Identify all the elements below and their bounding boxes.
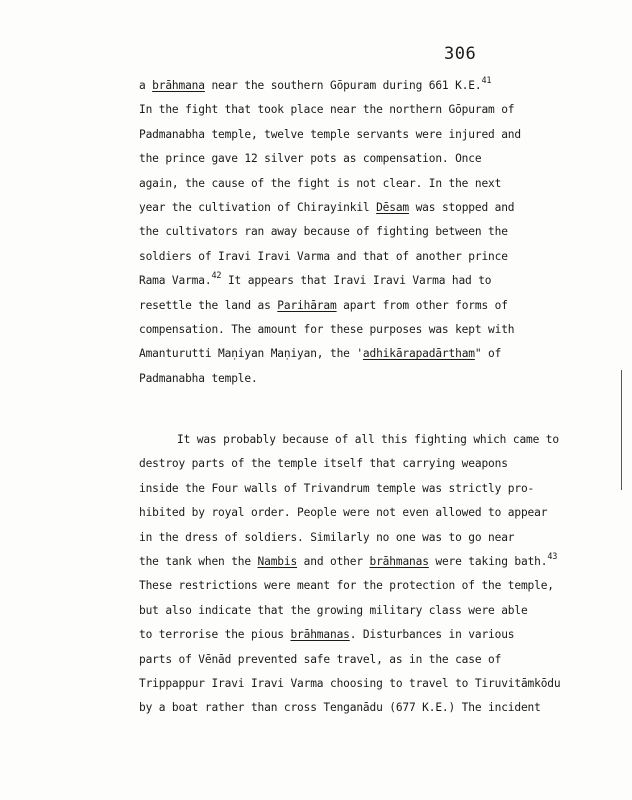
underlined-term: brāhmanas — [369, 554, 429, 568]
text-run: and other — [297, 554, 370, 568]
text-line: soldiers of Iravi Iravi Varma and that of another prince — [139, 249, 508, 263]
text-line: parts of Vēnād prevented safe travel, as in the case of — [139, 652, 502, 666]
text-run: to terrorise the pious — [139, 628, 291, 642]
text-run: Rama Varma. — [139, 274, 212, 288]
text-run: year the cultivation of Chirayinkil — [139, 200, 377, 214]
text-line — [139, 196, 609, 220]
text-line: destroy parts of the temple itself that carrying weapons — [139, 457, 508, 471]
text-line: These restrictions were meant for the protection of the temple, — [139, 579, 554, 593]
text-line: the cultivators ran away because of fighting between the — [139, 225, 508, 239]
text-line: Padmanabha temple, twelve temple servants were injured and — [139, 127, 521, 141]
text-line — [139, 269, 609, 293]
paragraph-1 — [139, 74, 609, 391]
text-run: near the southern Gōpuram during 661 K.E. — [204, 79, 482, 92]
text-run: " of — [474, 347, 502, 361]
text-line: It was probably because of all this fighting which came to — [177, 433, 559, 446]
underlined-term: Dēsam — [376, 200, 410, 214]
text-run: the tank when the — [139, 554, 258, 568]
text-line — [139, 342, 609, 366]
page-number: 306 — [444, 44, 477, 64]
text-line: by a boat rather than cross Tenganādu (677 K.E.) The incident — [139, 701, 541, 715]
text-line — [139, 74, 609, 98]
text-line: Padmanabha temple. — [139, 371, 258, 385]
text-line: In the fight that took place near the northern Gōpuram of — [139, 103, 515, 117]
text-line: the prince gave 12 silver pots as compensation. Once — [139, 152, 482, 166]
footnote-ref: 43 — [547, 551, 558, 562]
underlined-term: brāhmanas — [290, 628, 350, 642]
text-line: compensation. The amount for these purposes was kept with — [139, 322, 515, 336]
text-line — [139, 550, 609, 574]
text-line: inside the Four walls of Trivandrum temple was strictly pro- — [139, 481, 535, 495]
paragraph-2 — [139, 428, 609, 721]
text-line — [139, 294, 609, 318]
underlined-term: Parihāram — [277, 298, 337, 312]
text-run: Amanturutti Maṇiyan Maṇiyan, the ' — [139, 347, 363, 361]
footnote-ref: 42 — [211, 271, 222, 282]
underlined-term: Nambis — [257, 554, 298, 568]
text-line: hibited by royal order. People were not even allowed to appear — [139, 506, 548, 520]
text-run: apart from other forms of — [336, 298, 508, 312]
text-line: again, the cause of the fight is not clear. In the next — [139, 176, 502, 190]
text-line: but also indicate that the growing military class were able — [139, 603, 528, 617]
text-run: was stopped and — [409, 200, 515, 214]
footnote-ref: 41 — [481, 76, 492, 86]
text-run: a — [139, 79, 153, 92]
underlined-term: adhikārapadārtham — [362, 347, 475, 361]
underlined-term: brāhmana — [152, 79, 205, 92]
text-run: It appears that Iravi Iravi Varma had to — [221, 274, 492, 288]
text-run: resettle the land as — [139, 298, 278, 312]
text-line: in the dress of soldiers. Similarly no one was to go near — [139, 530, 515, 544]
text-line: Trippappur Iravi Iravi Varma choosing to travel to Tiruvitāmkōdu — [139, 676, 561, 690]
text-run: were taking bath. — [428, 554, 548, 568]
margin-line — [621, 370, 622, 490]
text-run: . Disturbances in various — [349, 628, 515, 642]
text-line — [139, 623, 609, 647]
